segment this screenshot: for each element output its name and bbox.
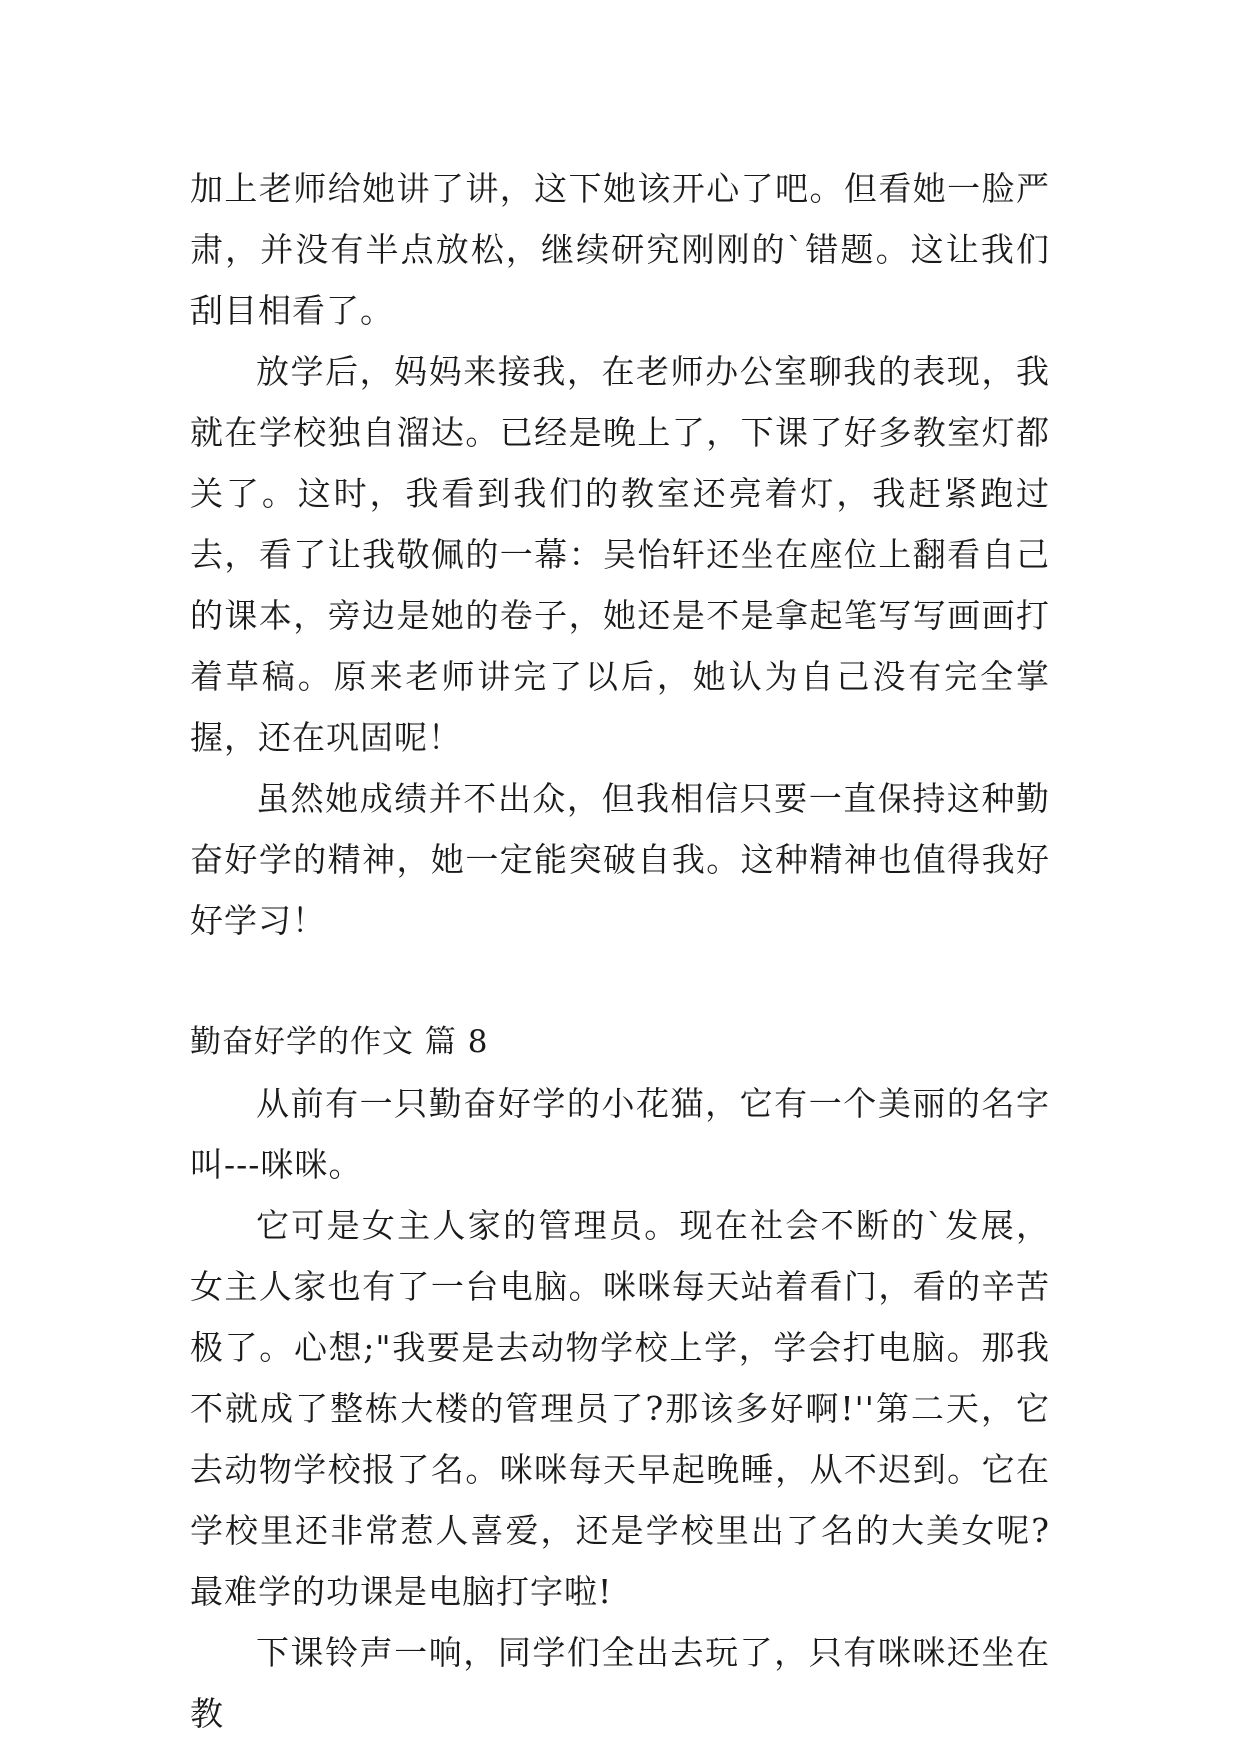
section-heading: 勤奋好学的作文 篇 8 [190, 1024, 489, 1060]
paragraph-after-school: 放学后，妈妈来接我，在老师办公室聊我的表现，我就在学校独自溜达。已经是晚上了，下课了好多教室灯都关了。这时，我看到我们的教室还亮着灯，我赶紧跑过去，看了让我敬佩的一幕：吴怡轩还坐在座位上翻看自己的课本，旁边是她的卷子，她还是不是拿起笔写写画画打着草稿。原来老师讲完了以后，她认为自己没有完全掌握，还在巩固呢！ [190, 352, 1050, 757]
paragraph-bell: 下课铃声一响，同学们全出去玩了，只有咪咪还坐在教 [190, 1633, 1050, 1733]
paragraph-conclusion: 虽然她成绩并不出众，但我相信只要一直保持这种勤奋好学的精神，她一定能突破自我。这种精神也值得我好好学习！ [190, 779, 1050, 940]
paragraph-story: 它可是女主人家的管理员。现在社会不断的`发展，女主人家也有了一台电脑。咪咪每天站着看门，看的辛苦极了。心想;"我要是去动物学校上学，学会打电脑。那我不就成了整栋大楼的管理员了?那该多好啊!''第二天，它去动物学校报了名。咪咪每天早起晚睡，从不迟到。它在学校里还非常惹人喜爱，还是学校里出了名的大美女呢?最难学的功课是电脑打字啦! [190, 1206, 1050, 1611]
paragraph-continued: 加上老师给她讲了讲，这下她该开心了吧。但看她一脸严肃，并没有半点放松，继续研究刚刚的`错题。这让我们刮目相看了。 [190, 169, 1050, 330]
section-spacer [190, 951, 1050, 1012]
paragraph-intro: 从前有一只勤奋好学的小花猫，它有一个美丽的名字叫---咪咪。 [190, 1084, 1050, 1184]
document-body [190, 158, 1050, 1744]
